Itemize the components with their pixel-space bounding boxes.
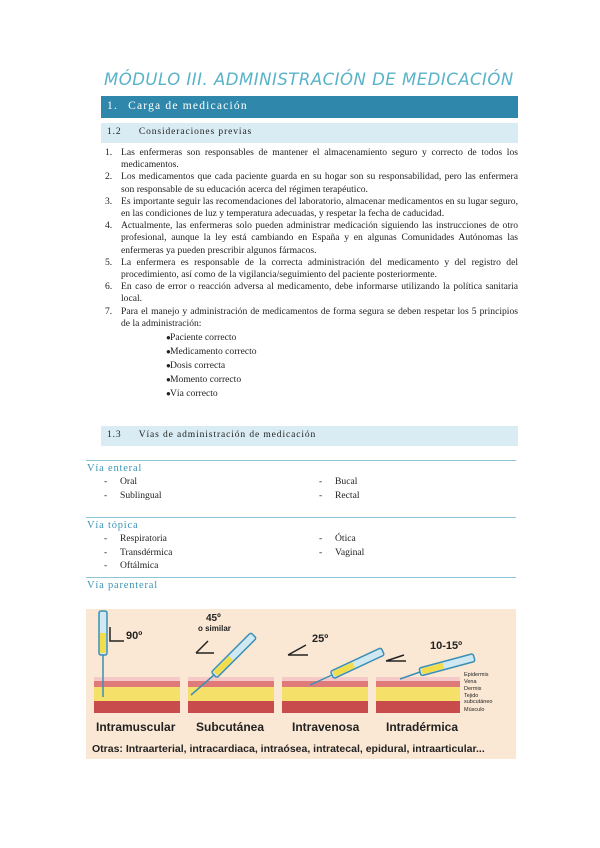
skin-block — [376, 677, 460, 713]
list-item: - Ótica — [319, 533, 356, 544]
angle-label: 25º — [312, 633, 329, 645]
route-caption: Intravenosa — [292, 720, 360, 734]
list-item: 1. Las enfermeras son responsables de mantener el almacenamiento seguro y correcto de todos los medicamentos. — [105, 147, 518, 171]
route-heading: Vía tópica — [87, 520, 139, 531]
page-title: MÓDULO III. ADMINISTRACIÓN DE MEDICACIÓN — [104, 70, 514, 89]
skin-block — [282, 677, 368, 713]
list-item: 2. Los medicamentos que cada paciente guarda en su hogar son su responsabilidad, pero las enfermera son responsable de su educación acerca del régimen terapéutico. — [105, 171, 518, 195]
angle-mark-icon — [288, 645, 308, 655]
route-caption: Subcutánea — [196, 720, 265, 734]
route-enteral — [86, 460, 516, 502]
principle-item: ● Vía correcto — [166, 388, 218, 400]
layer-label: Dermis — [464, 686, 482, 692]
section-number: 1. — [107, 100, 119, 112]
list-item: 5. La enfermera es responsable de la correcta administración del medicamento y del registro del procedimiento, así como de la vigilancia/seguimiento del paciente posteriormente. — [105, 256, 518, 281]
list-item: - Respiratoria — [104, 533, 167, 544]
route-caption: Intramuscular — [96, 720, 176, 734]
subsection-label: Consideraciones previas — [138, 127, 253, 137]
divider — [86, 577, 516, 578]
angle-label: 45º — [206, 613, 221, 624]
layer-label: Tejido — [464, 693, 479, 699]
layer-label: Vena — [464, 679, 477, 685]
list-item: - Bucal — [319, 476, 358, 487]
divider — [86, 517, 516, 518]
list-item: - Oftálmica — [104, 560, 159, 571]
subsection-header-routes — [101, 426, 518, 446]
list-item: - Sublingual — [104, 489, 162, 501]
angle-label: o similar — [198, 624, 231, 633]
angle-mark-icon — [386, 655, 406, 661]
list-item: 7. Para el manejo y administración de medicamentos de forma segura se deben respetar los 5 principios de la administración: ● Paciente correcto ● Medicamento correcto ● Dosis correcta ● Momento correcto ● Vía correcto — [105, 305, 518, 400]
route-heading: Vía parenteral — [87, 580, 158, 591]
principle-item: ● Dosis correcta — [166, 360, 226, 372]
section-header — [101, 96, 518, 118]
divider — [86, 460, 516, 461]
list-item: - Rectal — [319, 489, 360, 501]
skin-block — [94, 677, 180, 713]
angle-label: 90º — [126, 630, 143, 642]
list-item: - Vaginal — [319, 546, 365, 558]
angle-label: 10-15º — [430, 640, 463, 652]
route-topica — [86, 517, 516, 573]
subsection-number: 1.3 — [107, 430, 122, 440]
route-caption: Intradérmica — [386, 720, 459, 734]
list-item: 3. Es importante seguir las recomendaciones del laboratorio, almacenar medicamentos en su lugar seguro, en las condiciones de luz y temperatura adecuadas, y respetar la fecha de caducidad. — [105, 195, 518, 220]
angle-mark-icon — [110, 627, 124, 641]
section-label: Carga de medicación — [128, 100, 248, 112]
injection-routes-figure — [86, 609, 516, 759]
layer-label: Músculo — [464, 707, 485, 713]
principles-list — [142, 331, 518, 401]
layer-label: Epidermis — [464, 672, 489, 678]
layer-label: subcutáneo — [464, 699, 493, 705]
route-heading: Vía enteral — [87, 463, 143, 474]
list-item: 6. En caso de error o reacción adversa al medicamento, debe informarse utilizando la política sanitaria local. — [105, 281, 518, 305]
figure-footer: Otras: Intraarterial, intracardiaca, intraósea, intratecal, epidural, intraarticular... — [92, 743, 485, 755]
list-item: - Transdérmica — [104, 546, 173, 558]
route-parenteral — [86, 577, 516, 592]
injection-diagram — [86, 609, 516, 759]
skin-block — [188, 677, 274, 713]
angle-mark-icon — [196, 641, 214, 653]
principle-item: ● Momento correcto — [166, 374, 242, 386]
list-item: 4. Actualmente, las enfermeras solo pueden administrar medicación siguiendo las instrucciones de otro profesional, aunque la ley está cambiando en España y en algunas Comunidades Autónomas las enfermeras ya pueden prescribir algunos fármacos. — [105, 220, 518, 256]
principle-item: ● Paciente correcto — [166, 332, 237, 344]
principle-item: ● Medicamento correcto — [166, 346, 257, 358]
considerations-list — [101, 147, 518, 401]
subsection-number: 1.2 — [107, 127, 122, 137]
list-item: - Oral — [104, 476, 138, 487]
subsection-label: Vías de administración de medicación — [138, 430, 317, 440]
subsection-header-considerations — [101, 123, 518, 143]
